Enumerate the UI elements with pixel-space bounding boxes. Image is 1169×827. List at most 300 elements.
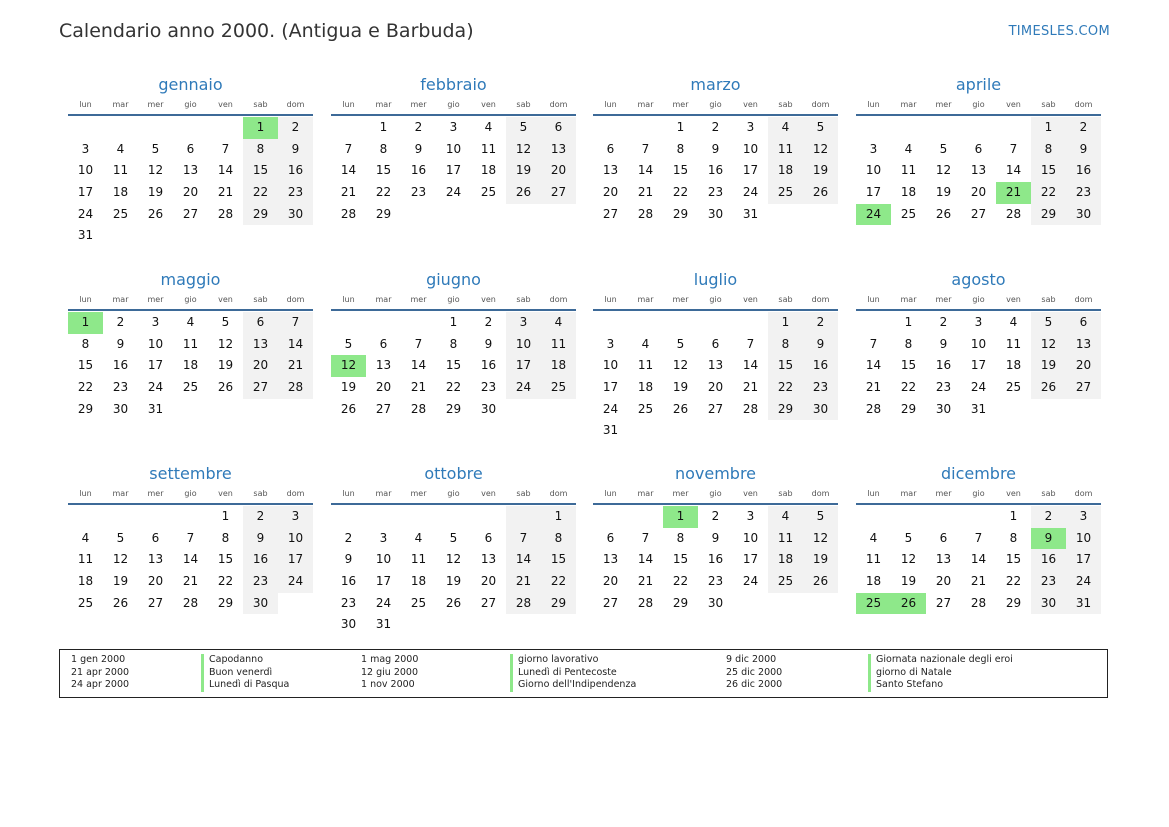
day-cell: 17 [147, 358, 164, 373]
day-cell: 21 [637, 185, 654, 200]
weekday-label: sab [1041, 100, 1056, 109]
empty-day-cell [138, 117, 173, 139]
weekday-header [68, 485, 313, 505]
day-cell: 30 [1066, 204, 1101, 226]
day-cell: 17 [865, 185, 882, 200]
day-cell: 5 [344, 336, 353, 351]
month-novembre [593, 463, 838, 614]
day-cell: 30 [935, 401, 952, 416]
day-cell: 22 [541, 571, 576, 593]
weekday-label: lun [604, 295, 617, 304]
weekday-label: ven [481, 100, 496, 109]
day-cell: 25 [480, 185, 497, 200]
day-cell: 26 [217, 380, 234, 395]
day-cell: 31 [147, 401, 164, 416]
day-cell: 20 [182, 185, 199, 200]
day-cell: 10 [77, 163, 94, 178]
day-cell: 20 [375, 380, 392, 395]
day-cell: 18 [77, 574, 94, 589]
legend-date: 1 nov 2000 [361, 679, 415, 690]
day-cell: 10 [602, 358, 619, 373]
day-cell: 28 [182, 595, 199, 610]
empty-day-cell [436, 506, 471, 528]
empty-day-cell [996, 399, 1031, 421]
month-giugno [331, 269, 576, 420]
empty-day-cell [208, 399, 243, 421]
day-cell: 9 [939, 336, 948, 351]
day-cell: 28 [1005, 206, 1022, 221]
day-cell: 31 [970, 401, 987, 416]
holiday-day-cell: 1 [663, 506, 698, 528]
holiday-day-cell: 25 [856, 593, 891, 615]
day-cell: 19 [900, 574, 917, 589]
day-cell: 21 [278, 355, 313, 377]
day-cell: 5 [803, 506, 838, 528]
day-cell: 2 [344, 530, 353, 545]
day-cell: 22 [375, 185, 392, 200]
day-cell: 16 [243, 549, 278, 571]
day-cell: 10 [278, 528, 313, 550]
day-cell: 28 [506, 593, 541, 615]
day-cell: 15 [768, 355, 803, 377]
day-cell: 9 [344, 552, 353, 567]
weekday-header [593, 485, 838, 505]
day-cell: 28 [865, 401, 882, 416]
empty-day-cell [698, 420, 733, 442]
day-cell: 17 [742, 552, 759, 567]
day-cell: 14 [637, 163, 654, 178]
empty-day-cell [891, 117, 926, 139]
day-cell: 9 [1066, 139, 1101, 161]
day-cell: 12 [217, 336, 234, 351]
weekday-label: gio [447, 295, 460, 304]
day-cell: 15 [243, 160, 278, 182]
day-cell: 18 [182, 358, 199, 373]
empty-day-cell [768, 420, 803, 442]
day-cell: 10 [742, 530, 759, 545]
day-cell: 22 [900, 380, 917, 395]
day-cell: 11 [865, 552, 882, 567]
day-cell: 23 [1066, 182, 1101, 204]
weekday-label: lun [79, 295, 92, 304]
day-cell: 29 [768, 399, 803, 421]
empty-day-cell [173, 506, 208, 528]
empty-day-cell [768, 593, 803, 615]
day-cell: 12 [112, 552, 129, 567]
day-cell: 11 [480, 141, 497, 156]
weekday-label: ven [743, 489, 758, 498]
legend-date: 25 dic 2000 [726, 666, 783, 678]
day-cell: 20 [707, 380, 724, 395]
day-cell: 18 [541, 355, 576, 377]
weekday-label: sab [253, 100, 268, 109]
day-cell: 23 [410, 185, 427, 200]
day-cell: 12 [803, 528, 838, 550]
day-cell: 5 [449, 530, 458, 545]
weekday-label: ven [1006, 100, 1021, 109]
day-cell: 23 [707, 185, 724, 200]
weekday-label: lun [342, 489, 355, 498]
day-cell: 8 [676, 530, 685, 545]
weekday-label: gio [184, 295, 197, 304]
empty-day-cell [593, 312, 628, 334]
day-cell: 25 [1005, 380, 1022, 395]
day-cell: 15 [375, 163, 392, 178]
day-cell: 14 [410, 358, 427, 373]
weekday-header [331, 485, 576, 505]
day-cell: 23 [480, 380, 497, 395]
month-gennaio [68, 74, 313, 247]
day-cell: 14 [278, 334, 313, 356]
day-cell: 30 [278, 204, 313, 226]
day-cell: 8 [1031, 139, 1066, 161]
day-cell: 3 [278, 506, 313, 528]
day-cell: 15 [445, 358, 462, 373]
day-cell: 22 [672, 574, 689, 589]
day-grid [856, 506, 1101, 614]
day-cell: 25 [77, 595, 94, 610]
day-cell: 5 [939, 141, 948, 156]
day-cell: 4 [484, 120, 493, 134]
day-cell: 3 [974, 315, 983, 329]
day-cell: 6 [484, 530, 493, 545]
day-cell: 9 [803, 334, 838, 356]
day-cell: 8 [541, 528, 576, 550]
day-cell: 9 [484, 336, 493, 351]
day-cell: 12 [506, 139, 541, 161]
day-cell: 27 [935, 595, 952, 610]
empty-day-cell [506, 506, 541, 528]
day-cell: 23 [707, 574, 724, 589]
empty-day-cell [471, 614, 506, 636]
weekday-label: ven [218, 295, 233, 304]
day-cell: 18 [865, 574, 882, 589]
empty-day-cell [926, 506, 961, 528]
day-cell: 2 [939, 315, 948, 329]
month-title: settembre [149, 464, 232, 483]
day-cell: 8 [221, 530, 230, 545]
day-cell: 2 [414, 120, 423, 134]
day-cell: 4 [186, 315, 195, 329]
day-cell: 2 [278, 117, 313, 139]
day-cell: 18 [480, 163, 497, 178]
month-title: novembre [674, 464, 757, 483]
day-cell: 3 [379, 530, 388, 545]
empty-day-cell [103, 506, 138, 528]
weekday-label: mer [147, 100, 164, 109]
empty-day-cell [768, 204, 803, 226]
day-cell: 29 [243, 204, 278, 226]
day-cell: 16 [1066, 160, 1101, 182]
empty-day-cell [401, 204, 436, 226]
weekday-label: ven [743, 100, 758, 109]
day-cell: 21 [506, 571, 541, 593]
day-cell: 27 [480, 595, 497, 610]
weekday-label: mar [375, 100, 392, 109]
day-cell: 9 [116, 336, 125, 351]
day-cell: 10 [445, 141, 462, 156]
day-cell: 1 [449, 315, 458, 329]
day-cell: 7 [746, 336, 755, 351]
empty-day-cell [733, 593, 768, 615]
weekday-label: gio [447, 489, 460, 498]
day-cell: 24 [970, 380, 987, 395]
weekday-label: sab [778, 295, 793, 304]
day-cell: 17 [278, 549, 313, 571]
empty-day-cell [68, 117, 103, 139]
day-cell: 26 [1031, 377, 1066, 399]
holiday-day-cell: 24 [856, 204, 891, 226]
day-cell: 26 [803, 182, 838, 204]
day-cell: 9 [711, 141, 720, 156]
day-cell: 25 [541, 377, 576, 399]
day-cell: 25 [768, 182, 803, 204]
month-febbraio [331, 74, 576, 225]
day-cell: 31 [77, 228, 94, 243]
day-grid [856, 117, 1101, 225]
day-cell: 17 [742, 163, 759, 178]
day-cell: 28 [278, 377, 313, 399]
month-luglio [593, 269, 838, 442]
day-cell: 11 [112, 163, 129, 178]
day-cell: 20 [243, 355, 278, 377]
weekday-label: sab [778, 489, 793, 498]
day-cell: 13 [182, 163, 199, 178]
month-maggio [68, 269, 313, 420]
empty-day-cell [628, 420, 663, 442]
empty-day-cell [138, 506, 173, 528]
day-cell: 24 [506, 377, 541, 399]
empty-day-cell [698, 312, 733, 334]
empty-day-cell [278, 225, 313, 247]
day-cell: 16 [707, 163, 724, 178]
weekday-label: lun [604, 100, 617, 109]
day-cell: 24 [278, 571, 313, 593]
day-cell: 8 [1009, 530, 1018, 545]
day-cell: 7 [414, 336, 423, 351]
day-cell: 9 [711, 530, 720, 545]
day-cell: 11 [77, 552, 94, 567]
day-cell: 16 [340, 574, 357, 589]
day-cell: 30 [112, 401, 129, 416]
day-cell: 11 [768, 139, 803, 161]
weekday-label: lun [79, 100, 92, 109]
day-cell: 19 [112, 574, 129, 589]
day-cell: 16 [707, 552, 724, 567]
day-cell: 29 [1005, 595, 1022, 610]
weekday-label: sab [1041, 295, 1056, 304]
day-cell: 18 [637, 380, 654, 395]
day-cell: 7 [641, 530, 650, 545]
day-cell: 12 [672, 358, 689, 373]
month-title: marzo [690, 75, 741, 94]
day-cell: 23 [803, 377, 838, 399]
weekday-label: mer [935, 100, 952, 109]
day-cell: 20 [541, 160, 576, 182]
day-grid [593, 506, 838, 614]
day-cell: 12 [147, 163, 164, 178]
day-cell: 30 [480, 401, 497, 416]
day-cell: 4 [768, 506, 803, 528]
day-cell: 21 [340, 185, 357, 200]
day-cell: 24 [742, 185, 759, 200]
day-cell: 29 [672, 206, 689, 221]
day-cell: 24 [375, 595, 392, 610]
day-cell: 5 [116, 530, 125, 545]
day-cell: 29 [1031, 204, 1066, 226]
weekday-label: mar [375, 295, 392, 304]
empty-day-cell [891, 506, 926, 528]
empty-day-cell [856, 506, 891, 528]
day-cell: 6 [939, 530, 948, 545]
weekday-label: dom [549, 489, 568, 498]
day-cell: 22 [77, 380, 94, 395]
day-cell: 21 [742, 380, 759, 395]
day-cell: 13 [375, 358, 392, 373]
empty-day-cell [138, 225, 173, 247]
empty-day-cell [366, 506, 401, 528]
day-cell: 23 [935, 380, 952, 395]
day-cell: 5 [803, 117, 838, 139]
day-cell: 27 [707, 401, 724, 416]
day-cell: 1 [676, 120, 685, 134]
legend-names-col-1 [201, 654, 289, 692]
day-cell: 20 [970, 185, 987, 200]
weekday-label: gio [972, 100, 985, 109]
day-cell: 7 [1009, 141, 1018, 156]
day-cell: 4 [869, 530, 878, 545]
day-cell: 12 [900, 552, 917, 567]
day-cell: 29 [375, 206, 392, 221]
weekday-label: mer [410, 489, 427, 498]
empty-day-cell [173, 117, 208, 139]
day-cell: 20 [147, 574, 164, 589]
day-cell: 19 [147, 185, 164, 200]
legend-dates-col-1 [71, 654, 129, 692]
day-cell: 17 [1066, 549, 1101, 571]
day-cell: 17 [506, 355, 541, 377]
day-cell: 4 [1009, 315, 1018, 329]
legend-date: 12 giu 2000 [361, 666, 418, 678]
day-cell: 26 [803, 571, 838, 593]
empty-day-cell [173, 225, 208, 247]
day-grid [593, 312, 838, 442]
day-cell: 19 [217, 358, 234, 373]
weekday-header [68, 96, 313, 116]
weekday-header [856, 291, 1101, 311]
day-cell: 6 [1066, 312, 1101, 334]
weekday-header [331, 291, 576, 311]
empty-day-cell [401, 614, 436, 636]
empty-day-cell [628, 506, 663, 528]
legend-holiday-name: Santo Stefano [868, 679, 1013, 692]
weekday-label: mer [935, 295, 952, 304]
month-title: luglio [693, 270, 738, 289]
month-title: maggio [160, 270, 221, 289]
day-cell: 4 [81, 530, 90, 545]
day-cell: 5 [221, 315, 230, 329]
day-cell: 8 [904, 336, 913, 351]
weekday-label: sab [253, 295, 268, 304]
empty-day-cell [68, 506, 103, 528]
weekday-label: mar [900, 489, 917, 498]
day-cell: 16 [112, 358, 129, 373]
day-cell: 8 [676, 141, 685, 156]
day-cell: 10 [742, 141, 759, 156]
brand-link[interactable]: TIMESLES.COM [1008, 24, 1110, 39]
day-cell: 30 [707, 206, 724, 221]
empty-day-cell [331, 312, 366, 334]
day-cell: 14 [340, 163, 357, 178]
day-cell: 3 [869, 141, 878, 156]
day-cell: 28 [217, 206, 234, 221]
day-cell: 16 [935, 358, 952, 373]
empty-day-cell [803, 204, 838, 226]
day-grid [68, 312, 313, 420]
day-cell: 6 [186, 141, 195, 156]
day-cell: 10 [1066, 528, 1101, 550]
weekday-label: gio [709, 489, 722, 498]
day-cell: 10 [375, 552, 392, 567]
month-title: dicembre [940, 464, 1017, 483]
weekday-label: ven [218, 100, 233, 109]
legend-dates-col-3 [726, 654, 782, 692]
weekday-label: mer [935, 489, 952, 498]
weekday-label: mar [112, 295, 129, 304]
day-cell: 12 [803, 139, 838, 161]
day-cell: 28 [410, 401, 427, 416]
day-cell: 10 [147, 336, 164, 351]
day-cell: 27 [375, 401, 392, 416]
day-cell: 9 [414, 141, 423, 156]
day-cell: 10 [506, 334, 541, 356]
weekday-label: dom [1074, 489, 1093, 498]
day-cell: 5 [151, 141, 160, 156]
empty-day-cell [471, 204, 506, 226]
day-cell: 2 [484, 315, 493, 329]
day-cell: 8 [768, 334, 803, 356]
day-cell: 19 [340, 380, 357, 395]
day-cell: 17 [375, 574, 392, 589]
weekday-label: sab [516, 100, 531, 109]
weekday-label: sab [516, 489, 531, 498]
day-cell: 4 [768, 117, 803, 139]
day-cell: 31 [1066, 593, 1101, 615]
empty-day-cell [208, 225, 243, 247]
day-cell: 15 [1031, 160, 1066, 182]
day-cell: 2 [116, 315, 125, 329]
month-title: giugno [426, 270, 481, 289]
weekday-label: ven [743, 295, 758, 304]
day-cell: 15 [1005, 552, 1022, 567]
day-cell: 21 [865, 380, 882, 395]
day-cell: 20 [480, 574, 497, 589]
empty-day-cell [733, 312, 768, 334]
day-cell: 30 [340, 617, 357, 632]
weekday-label: lun [342, 295, 355, 304]
day-grid [331, 506, 576, 636]
day-cell: 14 [742, 358, 759, 373]
day-cell: 30 [803, 399, 838, 421]
month-marzo [593, 74, 838, 225]
day-cell: 3 [449, 120, 458, 134]
weekday-label: dom [1074, 295, 1093, 304]
day-cell: 20 [602, 185, 619, 200]
weekday-label: dom [1074, 100, 1093, 109]
day-cell: 6 [379, 336, 388, 351]
empty-day-cell [593, 117, 628, 139]
weekday-label: mer [672, 489, 689, 498]
